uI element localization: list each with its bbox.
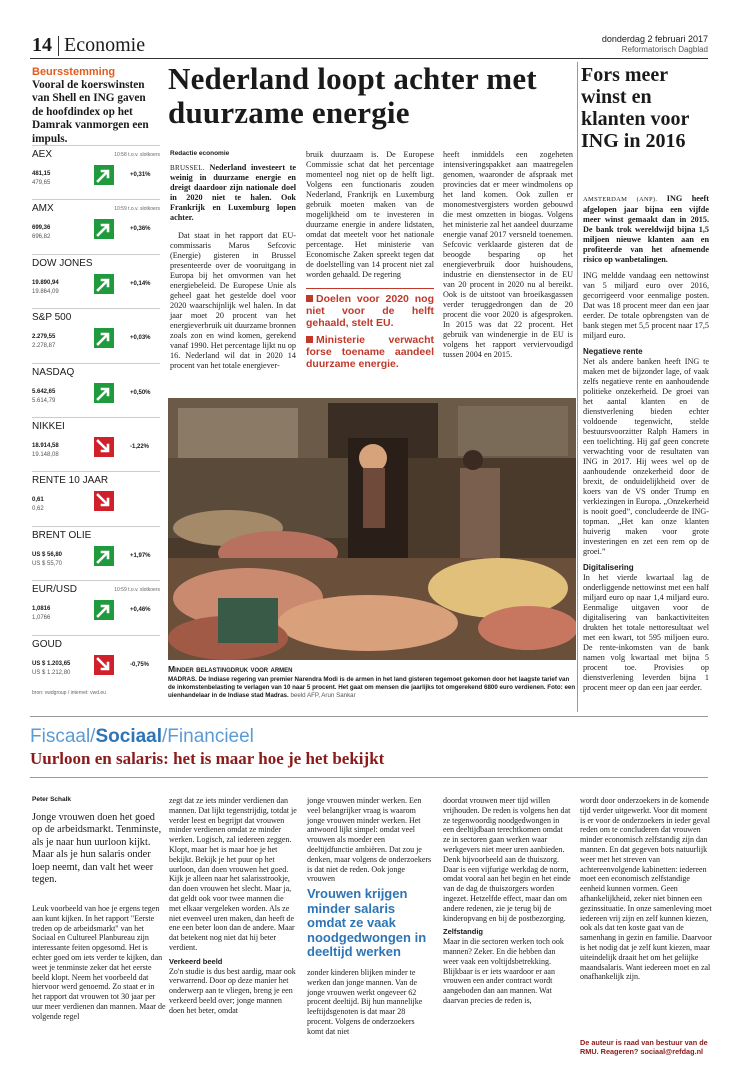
market-row <box>32 417 160 471</box>
market-name: DOW JONES <box>32 257 93 269</box>
market-change: +0,46% <box>130 607 151 614</box>
market-kicker: Beursstemming <box>32 66 116 78</box>
main-column-1 <box>170 163 296 371</box>
market-value: 18.914,58 <box>32 443 59 449</box>
market-source: bron: vwdgroup / internet: vwd.eu <box>32 690 106 696</box>
market-row <box>32 635 160 689</box>
market-previous: 0,62 <box>32 506 44 513</box>
bottom-subhead-2: Zelfstandig <box>443 927 484 937</box>
side-body-2: Net als andere banken heeft ING te maken met de bijzonder lage, of vaak zelfs negatieve rente en aanhoudende politieke onzekerheid. De groei van het aantal klanten en de dienstverlening bieden echter voldoende tegenwicht, stelde bestuursvoorzitter Ralph Hamers in een toelichting. Hij gaf geen concrete verwachting voor de resultaten van ING in 2017. Hij wees wel op de aanhoudende onzekerheid door de brexit, de onduidelijkheid over de koers van de VS onder Trump en verkiezingen in Europa. „Onzekerheid is nooit goed”, concludeerde de ING-topman. „Het kan onze klanten huiverig maken voor grote investeringen en zet een rem op de groei.” <box>583 357 709 556</box>
bottom-body-4b: Maar in die sectoren werken toch ook mannen? Zeker. En die hebben dan weer vaak een voltijdsbetrekking. Blijkbaar is er iets waardoor er aan vrouwen een ander contract wordt aangeboden dan aan mannen. Wat daarvan precies de reden is, <box>443 937 564 1005</box>
main-author: Redactie economie <box>170 150 230 157</box>
market-change: +1,97% <box>130 552 151 559</box>
market-time: 10:59 t.o.v. slotkoers <box>114 587 160 594</box>
side-body-3: In het vierde kwartaal lag de onderliggende nettowinst met een half miljard euro op naar 1,4 miljard euro. Eenmalige uitgaven voor de digitalisering van bankactiviteiten drukten het totale nettoresultaat wel met een kwart, tot 595 miljoen euro. De rente-inkomsten van de bank namen volg kwartaal met bijna 5 procent toe. Provisies op dienstverlening leverden bijna 1 procent meer op dan een jaar eerder. <box>583 573 709 692</box>
market-change: +0,36% <box>130 226 151 233</box>
bottom-subhead-1: Verkeerd beeld <box>169 956 223 966</box>
bottom-pull-quote: Vrouwen krijgen minder salaris omdat ze vaak noodgedwongen in deeltijd werken <box>307 886 427 959</box>
pull-quote-text-1: Doelen voor 2020 nog niet voor de helft gehaald, stelt EU. <box>306 293 434 329</box>
main-column-2 <box>306 150 434 370</box>
market-previous: 1,0766 <box>32 615 51 622</box>
side-subhead-1: Negatieve rente <box>583 347 643 356</box>
market-value: 2.279,55 <box>32 334 56 341</box>
arrow-up-icon <box>94 600 114 620</box>
market-row <box>32 254 160 308</box>
bottom-body-2b: Zo'n studie is dus best aardig, maar ook verwarrend. Door op deze manier het onderwerp aan te vliegen, breng je een verkeerd beeld over; jonge mannen doen het beter, omdat <box>169 966 296 1015</box>
photo-caption-title: Minder belastingdruk voor armen <box>168 664 293 674</box>
side-lead-place: AMSTERDAM (ANP). <box>583 196 658 203</box>
market-name: NASDAQ <box>32 366 75 378</box>
market-change: +0,31% <box>130 172 151 178</box>
market-name: BRENT OLIE <box>32 529 92 541</box>
market-previous: 479,65 <box>32 180 51 186</box>
main-column-3 <box>443 150 573 360</box>
market-value: 0,61 <box>32 497 44 504</box>
main-pull-quote-2 <box>306 334 434 370</box>
arrow-up-icon <box>94 274 114 294</box>
side-column <box>583 194 709 693</box>
arrow-up-icon <box>94 383 114 403</box>
page-number: 14 <box>32 34 52 56</box>
bottom-column-2 <box>169 796 297 1016</box>
bottom-column-4 <box>443 796 571 1006</box>
bottom-headline-rule <box>30 777 708 778</box>
author-footer: De auteur is raad van bestuur van de RMU. Reageren? sociaal@refdag.nl <box>580 1038 708 1056</box>
market-previous: 5.614,79 <box>32 397 56 404</box>
photo-credit: beeld AFP, Arun Sankar <box>290 692 356 699</box>
bottom-body-3b: zonder kinderen blijken minder te werken dan jonge mannen. Van de jonge vrouwen werkt ongeveer 62 procent deeltijd. Bij hun mannelijke leeftijdsgenoten is dat maar 28 procent. Volgens de onderzoekers komt dat niet <box>307 968 423 1036</box>
market-change: -0,75% <box>130 661 150 668</box>
bottom-body-4: doordat vrouwen meer tijd willen vrijhouden. De reden is volgens hen dat ze tegenwoordig noodgedwongen in een deeltijdbaan terechtkomen omdat ze in sectoren gaan werken waar werkgevers niet meer uren aanbieden. Denk bijvoorbeeld aan de thuiszorg. Daar is een vijfurige werkdag de norm, omdat vooral aan het begin en het einde van de dag de thuiszorgers worden ingezet. Hetzelfde effect, maar dan om andere redenen, zie je terug bij de kinderopvang en bij de postbezorging. <box>443 796 571 923</box>
market-change: +0,14% <box>130 280 151 287</box>
bottom-author: Peter Schalk <box>32 796 72 803</box>
header-rule <box>30 58 708 59</box>
arrow-up-icon <box>94 165 114 185</box>
photo-caption-text: MADRAS. De Indiase regering van premier Narendra Modi is de armen in het land gisteren tegemoet gekomen door het laagste tarief van de inkomstenbelasting te verlagen van 10 naar 5 procent. Het gaat om mensen die jaarlijks tot omgerekend 6800 euro verdienen. Foto: een uienhandelaar in de Indiase stad Madras. <box>168 676 576 699</box>
market-name: AMX <box>32 203 54 215</box>
market-row <box>32 471 160 525</box>
market-change: +0,03% <box>130 335 151 342</box>
main-body-1: Dat staat in het rapport dat EU-commissaris Maros Sefcovic (Energie) gisteren in Brussel presenteerde over de vooruitgang in Europa bij het omvormen van het energiebeleid. De Europese Unie als geheel gaat het gestelde doel voor 2020 waarschijnlijk wel halen. In dat jaar moet 20 procent van het energieverbruik uit duurzame bronnen zoals zon en wind komen, gerekend vanaf 1990. Het percentage lijkt nu op 16. Nederland wil dat in 2020 14 procent van het totale energiever- <box>170 231 296 370</box>
bottom-body-2: zegt dat ze iets minder verdienen dan mannen. Dat lijkt tegenstrijdig, totdat je verder leest en begrijpt dat vrouwen minder verdienen omdat ze minder werken. Logisch, zal iedereen zeggen. Klopt, maar het is maar hoe je het bekijkt. Bekijk je het puur op het uurloon, dan doen vrouwen het goed. Kijk je alleen naar het salarisstrookje, dan doen vrouwen het slecht. Maar ja, dat geldt ook voor twee mannen die met elkaar vergeleken worden. Als ze niet evenveel uren maken, dan heeft de ene een beter loon dan de andere. Maar dat betekent nog niet dat hij beter verdient. <box>169 796 297 952</box>
arrow-up-icon <box>94 546 114 566</box>
issue-date: donderdag 2 februari 2017 <box>601 34 708 44</box>
market-previous: US $ 55,70 <box>32 560 63 567</box>
bottom-lead: Jonge vrouwen doen het goed op de arbeidsmarkt. Tenminste, als je naar hun uurloon kijkt. Maar als je hun salaris onder loep neemt, dan valt het weer tegen. <box>32 812 162 886</box>
market-name: RENTE 10 JAAR <box>32 475 109 487</box>
newspaper-name: Reformatorisch Dagblad <box>621 45 708 54</box>
market-name: S&P 500 <box>32 312 72 324</box>
market-previous: 2.278,87 <box>32 343 56 350</box>
arrow-up-icon <box>94 219 114 239</box>
market-name: AEX <box>32 149 53 160</box>
market-value: 1,0816 <box>32 606 51 613</box>
market-row <box>32 145 160 199</box>
bottom-body-5: wordt door onderzoekers in de komende tijd verder uitgewerkt. Voor dit moment is er voor de onderzoekers in ieder geval reden om te concluderen dat vrouwen minder economisch zelfstandig zijn dan mannen. En dat gegeven bots natuurlijk weer met het streven van achtereenvolgende kabinetten: iedereen moet een economisch zelfstandige eenheid kunnen vormen. Geen afhankelijkheid, zeker niet binnen een gezinssituatie. In onze samenleving moet iedereen vrij zijn en zelf kunnen kiezen, ook als dat ten koste gaat van de samenhang in gezin en familie. Daarvoor is het nodig dat je zelf kunt kiezen, maar uiteindelijk draait het om het geliijke maandsalaris. Want iedereen moet en zal onafhankelijk zijn. <box>580 796 712 982</box>
market-name: NIKKEI <box>32 421 65 432</box>
market-lead: Vooral de koerswinsten van Shell en ING gaven de hoofdindex op het Damrak vanmorgen een impuls. <box>32 79 149 145</box>
main-headline: Nederland loopt achter met duurzame energie <box>168 61 537 130</box>
side-headline: Fors meer winst en klanten voor ING in 2016 <box>581 64 689 152</box>
market-time: 10:59 t.o.v. slotkoers <box>114 206 160 213</box>
main-body-3: heeft inmiddels een zogeheten intensiveringspakket aan maatregelen genomen, waaronder de afspraak met provincies dat er meer windmolens op het land komen. Ook zullen er monomestvergisters worden gebouwd die mest omzetten in biogas. Volgens het ministerie zal het aandeel duurzame energie vanaf 2017 versneld toenemen. Sefcovic verklaarde gisteren dat de beoogde besparing op het energieverbruik door huishoudens, industrie en dienstensector in de EU van 20 procent in 2020 nu al bereikt. Ook is de uitstoot van broeikasgassen verder teruggedrongen dan de 20 procent die voor 2020 is afgesproken. In 2015 was dat 22 procent. Het gebruik van windenergie in de EU is volgens het rapport verviervoudigd tussen 2004 en 2015. <box>443 150 573 359</box>
market-previous: 696,82 <box>32 234 51 241</box>
side-subhead-2: Digitalisering <box>583 563 634 572</box>
market-time: 10:58 t.o.v. slotkoers <box>114 152 160 158</box>
arrow-up-icon <box>94 328 114 348</box>
kicker-financieel: /Financieel <box>162 726 254 747</box>
market-previous: 19.148,08 <box>32 452 59 458</box>
bottom-top-rule <box>30 716 708 717</box>
kicker-fiscaal: Fiscaal/ <box>30 726 96 747</box>
market-value: 699,36 <box>32 225 51 232</box>
market-row <box>32 580 160 634</box>
market-previous: 19.864,09 <box>32 288 59 295</box>
main-lead <box>170 163 296 223</box>
market-value: US $ 1.203,65 <box>32 660 71 667</box>
market-previous: US $ 1.212,80 <box>32 669 71 676</box>
onion-vendor-photo <box>168 398 576 660</box>
kicker-sociaal: Sociaal <box>95 726 163 747</box>
main-body-2: bruik duurzaam is. De Europese Commissie schat dat het percentage momenteel nog niet op de helft ligt. Volgens een functionaris zouden Nederland, Frankrijk en Luxemburg gebruik moeten maken van de mogelijkheid om te investeren in duurzame energie in andere lidstaten, omdat dat meetelt voor het nationale percentage. Het ministerie van Economische Zaken spreekt tegen dat de doelstelling van 14 procent niet zal worden gehaald. De regering <box>306 150 434 279</box>
market-row <box>32 363 160 417</box>
market-row <box>32 526 160 580</box>
market-value: US $ 56,80 <box>32 551 63 558</box>
market-value: 481,15 <box>32 171 51 177</box>
arrow-down-icon <box>94 437 114 457</box>
market-name: EUR/USD <box>32 584 78 596</box>
photo-caption <box>168 676 576 700</box>
pull-quote-text-2: Ministerie verwacht forse toename aandeel duurzame energie. <box>306 334 434 370</box>
side-lead <box>583 194 709 265</box>
bottom-headline: Uurloon en salaris: het is maar hoe je het bekijkt <box>30 749 385 768</box>
section-title: Economie <box>64 34 146 56</box>
bottom-kicker <box>30 726 254 748</box>
side-lead-text: ING heeft afgelopen jaar bijna een vijfde meer winst gemaakt dan in 2015. De bank trok wereldwijd bijna 1,5 miljoen nieuwe klanten aan en profiteerde van het afnemende risico op wanbetalingen. <box>583 194 709 264</box>
header-divider <box>58 36 59 56</box>
market-name: GOUD <box>32 638 62 650</box>
market-change: -1,22% <box>130 444 150 450</box>
side-column-rule <box>577 62 578 712</box>
arrow-down-icon <box>94 491 114 511</box>
market-value: 19.890,94 <box>32 279 59 286</box>
market-change: +0,50% <box>130 389 151 396</box>
bottom-body-1: Leuk voorbeeld van hoe je ergens tegen aan kunt kijken. In het rapport "Eerste treden op de arbeidsmarkt" van het Sociaal en Cultureel Planbureau zijn interessante feiten opgesomd. Het is echter goed om iets verder te kijken, dan weet je tenminste zeker dat het eerste beeld klopt. Neem het voorbeeld dat hiervoor werd genoemd. Zo staat er in het rapport dat vrouwen tot 30 jaar per uur meer verdienen dan mannen. Maar de volgende regel <box>32 904 166 1021</box>
main-lead-place: BRUSSEL. <box>170 164 205 172</box>
side-body-1: ING meldde vandaag een nettowinst van 5 miljard euro over 2016, gecorrigeerd voor eenmalige posten. Dat was 18 procent meer dan een jaar eerder. De totale opbrengsten van de bank stegen met 5,5 procent naar 17,5 miljard euro. <box>583 271 709 340</box>
bottom-body-3: jonge vrouwen minder werken. Een veel belangrijker vraag is waarom jonge vrouwen minder werken. Het antwoord lijkt simpel: omdat veel vrouwen als moeder een deeltijdfunctie ambiëren. Dat zou je denken, maar volgens de onderzoekers is dat niet de reden. Ook jonge vrouwen <box>307 796 432 884</box>
main-pull-quote-1 <box>306 288 434 329</box>
market-row <box>32 199 160 253</box>
market-value: 5.642,65 <box>32 388 56 395</box>
arrow-down-icon <box>94 655 114 675</box>
market-row <box>32 308 160 362</box>
main-lead-text: Nederland investeert te weinig in duurzame energie en dreigt daardoor zijn nationale doel in 2020 niet te halen. Ook Frankrijk en Luxemburg lopen achter. <box>170 163 296 222</box>
